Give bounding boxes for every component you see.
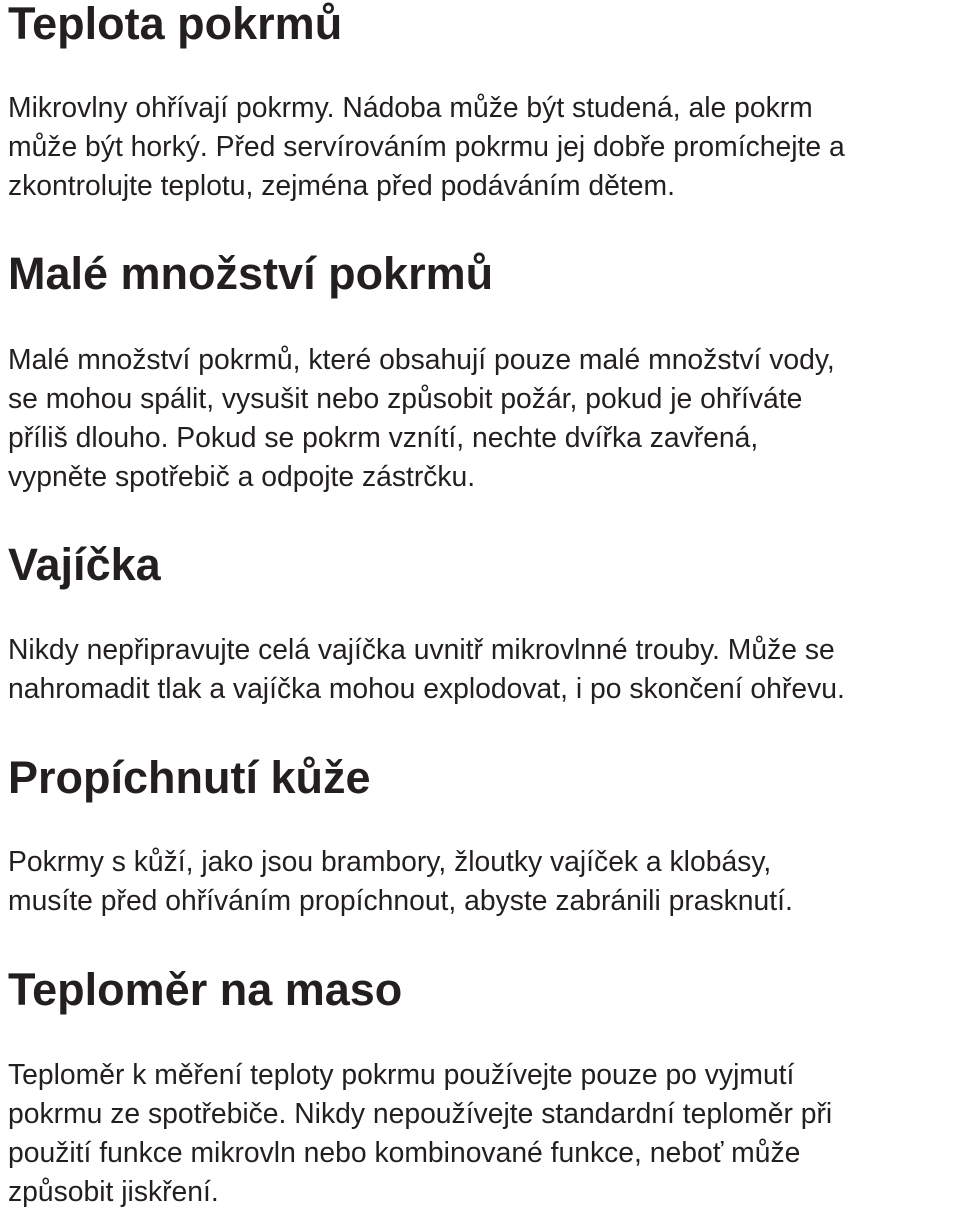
text-line: použití funkce mikrovln nebo kombinované funkce, neboť může <box>8 1136 801 1168</box>
paragraph-piercing-skin <box>8 842 960 920</box>
text-line: pokrmu ze spotřebiče. Nikdy nepoužívejte standardní teploměr při <box>8 1097 833 1129</box>
paragraph-food-temperature <box>8 88 960 205</box>
text-line: musíte před ohříváním propíchnout, abyste zabránili prasknutí. <box>8 884 793 916</box>
text-line: Malé množství pokrmů, které obsahují pouze malé množství vody, <box>8 343 835 375</box>
text-line: Pokrmy s kůží, jako jsou brambory, žloutky vajíček a klobásy, <box>8 845 772 877</box>
heading-eggs: Vajíčka <box>8 539 161 590</box>
heading-meat-thermometer: Teploměr na maso <box>8 964 403 1015</box>
text-line: vypněte spotřebič a odpojte zástrčku. <box>8 460 476 492</box>
paragraph-eggs <box>8 630 960 708</box>
text-line: Teploměr k měření teploty pokrmu používejte pouze po vyjmutí <box>8 1058 795 1090</box>
text-line: Mikrovlny ohřívají pokrmy. Nádoba může být studená, ale pokrm <box>8 91 813 123</box>
heading-piercing-skin: Propíchnutí kůže <box>8 752 371 803</box>
paragraph-small-amounts <box>8 340 960 496</box>
text-line: způsobit jiskření. <box>8 1175 219 1207</box>
heading-small-amounts: Malé množství pokrmů <box>8 248 494 299</box>
text-line: příliš dlouho. Pokud se pokrm vznítí, nechte dvířka zavřená, <box>8 421 759 453</box>
paragraph-meat-thermometer <box>8 1055 960 1211</box>
text-line: nahromadit tlak a vajíčka mohou explodovat, i po skončení ohřevu. <box>8 672 845 704</box>
text-line: zkontrolujte teplotu, zejména před podáváním dětem. <box>8 169 675 201</box>
text-line: se mohou spálit, vysušit nebo způsobit požár, pokud je ohříváte <box>8 382 803 414</box>
heading-food-temperature: Teplota pokrmů <box>8 0 343 49</box>
text-line: může být horký. Před servírováním pokrmu jej dobře promíchejte a <box>8 130 845 162</box>
text-line: Nikdy nepřipravujte celá vajíčka uvnitř mikrovlnné trouby. Může se <box>8 633 835 665</box>
